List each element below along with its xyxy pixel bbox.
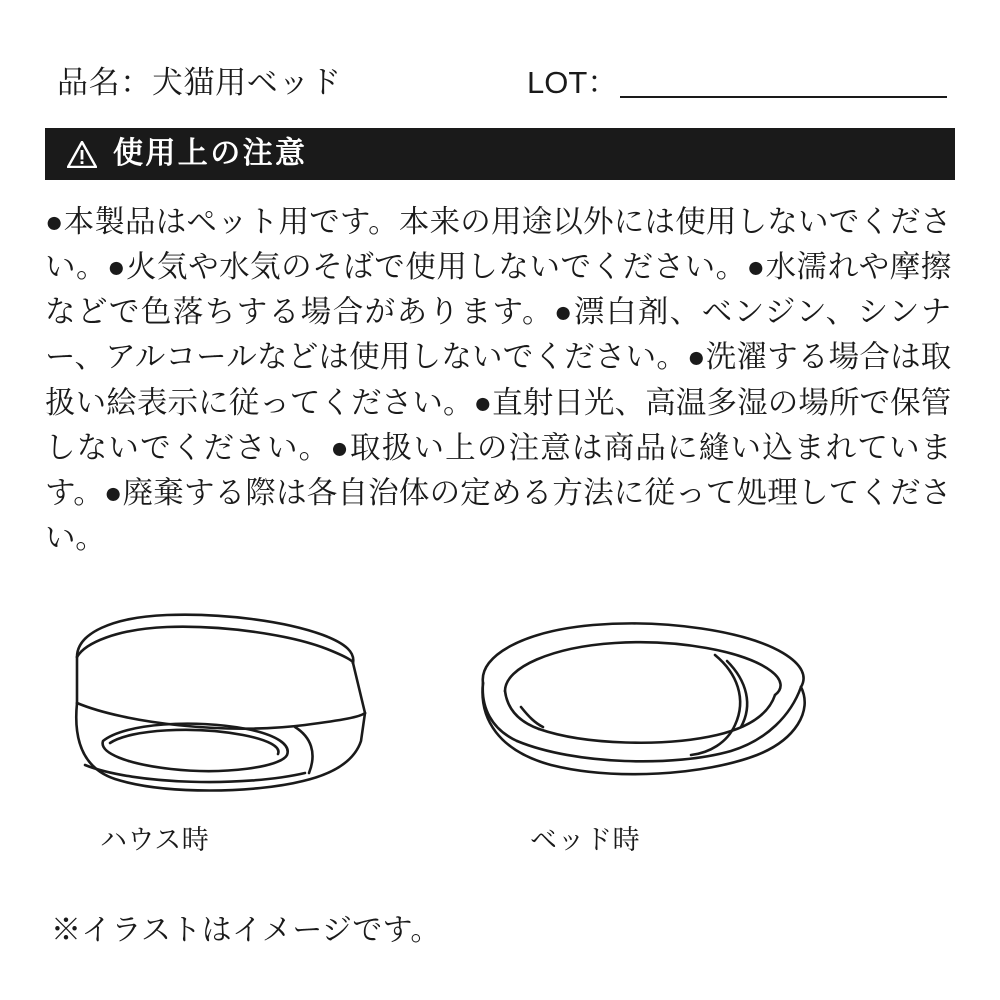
- lot-field: [527, 67, 947, 102]
- warning-triangle-icon: [67, 141, 97, 168]
- house-mode-illustration: [55, 595, 435, 857]
- illustration-disclaimer: ※イラストはイメージです。: [51, 914, 441, 947]
- illustration-group: [45, 595, 955, 857]
- house-mode-caption: ハウス時: [100, 825, 210, 855]
- product-name-value: 犬猫用ベッド: [151, 65, 342, 100]
- bed-mode-caption: ベッド時: [530, 825, 641, 855]
- header: [45, 40, 955, 102]
- caution-title: 使用上の注意: [113, 137, 308, 170]
- product-name-label: 品名：: [57, 65, 152, 100]
- bed-mode-illustration: [465, 595, 845, 857]
- lot-writein-line: [620, 95, 947, 98]
- caution-header-bar: [45, 128, 955, 180]
- lot-label: LOT：: [527, 65, 619, 100]
- bed-mode-drawing: [465, 595, 815, 805]
- house-mode-drawing: [55, 595, 385, 805]
- caution-body-text: ●本製品はペット用です。本来の用途以外には使用しないでください。●火気や水気のそばで使用しないでください。●水濡れや摩擦などで色落ちする場合があります。●漂白剤、ベンジン、シンナー、アルコールなどは使用しないでください。●洗濯する場合は取扱い絵表示に従ってください。●直射日光、高温多湿の場所で保管しないでください。●取扱い上の注意は商品に縫い込まれています。●廃棄する際は各自治体の定める方法に従って処理してください。: [45, 205, 951, 555]
